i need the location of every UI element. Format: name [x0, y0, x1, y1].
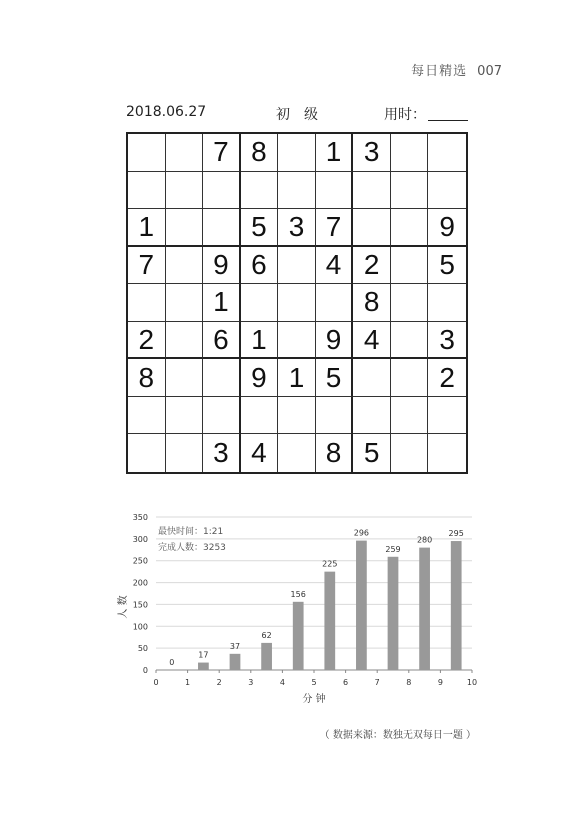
bar-value-label: 296 — [353, 528, 370, 538]
sudoku-cell[interactable] — [166, 359, 204, 397]
x-tick-label: 9 — [437, 678, 443, 687]
sudoku-cell: 7 — [128, 247, 166, 285]
sudoku-cell: 3 — [203, 434, 241, 472]
time-field — [384, 104, 468, 124]
sudoku-cell: 5 — [353, 434, 391, 472]
time-blank-line — [428, 108, 468, 121]
sudoku-grid — [126, 132, 468, 474]
chart-bar — [419, 548, 430, 670]
bar-value-label: 295 — [448, 529, 464, 539]
sudoku-cell[interactable] — [316, 172, 354, 210]
puzzle-date: 2018.06.27 — [126, 104, 207, 120]
x-tick-label: 0 — [153, 678, 159, 687]
sudoku-cell[interactable] — [278, 322, 316, 360]
x-tick-label: 5 — [311, 678, 317, 687]
sudoku-cell: 1 — [203, 284, 241, 322]
header-title: 每日精选 — [411, 64, 468, 79]
bar-value-label: 17 — [198, 650, 209, 660]
sudoku-cell[interactable] — [391, 322, 429, 360]
sudoku-cell[interactable] — [128, 172, 166, 210]
y-tick-label: 350 — [132, 513, 148, 522]
sudoku-cell[interactable] — [278, 397, 316, 435]
sudoku-cell[interactable] — [391, 359, 429, 397]
sudoku-cell: 1 — [128, 209, 166, 247]
y-tick-label: 100 — [132, 622, 148, 632]
y-tick-label: 250 — [132, 556, 148, 566]
puzzle-info — [126, 104, 468, 124]
sudoku-cell[interactable] — [428, 284, 466, 322]
sudoku-cell[interactable] — [128, 134, 166, 172]
time-distribution-chart — [100, 505, 490, 710]
sudoku-cell[interactable] — [166, 247, 204, 285]
sudoku-cell[interactable] — [166, 434, 204, 472]
sudoku-cell: 7 — [316, 209, 354, 247]
sudoku-cell: 4 — [353, 322, 391, 360]
sudoku-cell: 2 — [128, 322, 166, 360]
sudoku-cell[interactable] — [391, 284, 429, 322]
sudoku-cell[interactable] — [353, 172, 391, 210]
sudoku-cell: 9 — [428, 209, 466, 247]
sudoku-cell[interactable] — [241, 397, 279, 435]
data-source-note: （ 数据来源：数独无双每日一题 ） — [319, 730, 476, 741]
sudoku-cell: 7 — [203, 134, 241, 172]
sudoku-cell[interactable] — [278, 284, 316, 322]
sudoku-cell[interactable] — [428, 434, 466, 472]
sudoku-cell: 9 — [203, 247, 241, 285]
bar-value-label: 62 — [261, 630, 272, 640]
x-tick-label: 3 — [248, 678, 254, 687]
bar-value-label: 225 — [322, 559, 338, 569]
time-label: 用时： — [384, 107, 426, 123]
sudoku-cell[interactable] — [166, 322, 204, 360]
sudoku-cell[interactable] — [241, 172, 279, 210]
sudoku-cell[interactable] — [316, 397, 354, 435]
sudoku-cell[interactable] — [353, 209, 391, 247]
x-tick-label: 2 — [216, 678, 222, 687]
sudoku-cell: 6 — [203, 322, 241, 360]
x-tick-label: 10 — [466, 678, 478, 687]
sudoku-cell: 4 — [316, 247, 354, 285]
chart-bar — [451, 541, 462, 670]
sudoku-cell: 9 — [316, 322, 354, 360]
x-tick-label: 4 — [279, 678, 285, 687]
sudoku-cell[interactable] — [241, 284, 279, 322]
sudoku-cell: 4 — [241, 434, 279, 472]
sudoku-cell[interactable] — [278, 247, 316, 285]
sudoku-cell[interactable] — [278, 434, 316, 472]
sudoku-cell[interactable] — [128, 434, 166, 472]
sudoku-cell[interactable] — [316, 284, 354, 322]
sudoku-cell: 8 — [316, 434, 354, 472]
sudoku-cell[interactable] — [166, 209, 204, 247]
sudoku-cell[interactable] — [166, 134, 204, 172]
page-header — [411, 60, 502, 79]
x-tick-label: 7 — [374, 678, 380, 687]
sudoku-cell: 1 — [278, 359, 316, 397]
page-number: 007 — [477, 64, 502, 79]
sudoku-cell[interactable] — [391, 209, 429, 247]
sudoku-cell[interactable] — [166, 397, 204, 435]
sudoku-cell: 9 — [241, 359, 279, 397]
chart-annotation-fastest: 最快时间：1:21 — [158, 527, 224, 537]
sudoku-cell[interactable] — [353, 359, 391, 397]
sudoku-cell[interactable] — [391, 247, 429, 285]
sudoku-cell: 5 — [428, 247, 466, 285]
sudoku-cell[interactable] — [203, 209, 241, 247]
chart-bar — [324, 572, 335, 670]
x-tick-label: 8 — [406, 678, 412, 687]
y-tick-label: 0 — [142, 666, 148, 675]
sudoku-cell[interactable] — [391, 172, 429, 210]
chart-bar — [388, 557, 399, 670]
sudoku-cell: 8 — [128, 359, 166, 397]
chart-bar — [198, 663, 209, 670]
x-tick-label: 1 — [185, 678, 191, 687]
sudoku-cell[interactable] — [203, 359, 241, 397]
sudoku-cell[interactable] — [278, 172, 316, 210]
puzzle-level: 初级 — [276, 107, 332, 123]
bar-value-label: 259 — [385, 544, 401, 554]
bar-value-label: 280 — [416, 535, 433, 545]
chart-ylabel: 人 数 — [118, 595, 129, 619]
bar-value-label: 37 — [229, 641, 241, 651]
sudoku-cell[interactable] — [128, 284, 166, 322]
sudoku-cell: 8 — [353, 284, 391, 322]
sudoku-cell: 5 — [316, 359, 354, 397]
bar-value-label: 0 — [169, 658, 175, 667]
sudoku-cell: 8 — [241, 134, 279, 172]
chart-bar — [261, 643, 272, 670]
sudoku-cell[interactable] — [428, 134, 466, 172]
sudoku-cell: 2 — [428, 359, 466, 397]
sudoku-cell: 3 — [353, 134, 391, 172]
x-tick-label: 6 — [343, 678, 349, 687]
chart-bar — [230, 654, 241, 670]
chart-annotation-completed: 完成人数：3253 — [158, 543, 226, 553]
sudoku-cell: 1 — [316, 134, 354, 172]
sudoku-cell[interactable] — [128, 397, 166, 435]
sudoku-cell: 3 — [278, 209, 316, 247]
sudoku-cell[interactable] — [391, 397, 429, 435]
sudoku-cell[interactable] — [391, 134, 429, 172]
bar-value-label: 156 — [290, 589, 306, 599]
chart-bar — [356, 541, 367, 670]
sudoku-cell: 5 — [241, 209, 279, 247]
y-tick-label: 300 — [132, 534, 148, 544]
chart-bar — [293, 602, 304, 670]
y-tick-label: 150 — [132, 600, 148, 610]
chart-xlabel: 分 钟 — [302, 694, 326, 705]
sudoku-cell: 2 — [353, 247, 391, 285]
sudoku-cell: 1 — [241, 322, 279, 360]
sudoku-cell: 3 — [428, 322, 466, 360]
sudoku-cell[interactable] — [353, 397, 391, 435]
sudoku-cell[interactable] — [203, 172, 241, 210]
sudoku-cell[interactable] — [428, 397, 466, 435]
sudoku-cell[interactable] — [428, 172, 466, 210]
sudoku-cell[interactable] — [166, 284, 204, 322]
sudoku-cell: 6 — [241, 247, 279, 285]
y-tick-label: 50 — [137, 644, 148, 654]
sudoku-cell[interactable] — [278, 134, 316, 172]
y-tick-label: 200 — [132, 578, 148, 588]
sudoku-cell[interactable] — [203, 397, 241, 435]
sudoku-cell[interactable] — [391, 434, 429, 472]
sudoku-cell[interactable] — [166, 172, 204, 210]
